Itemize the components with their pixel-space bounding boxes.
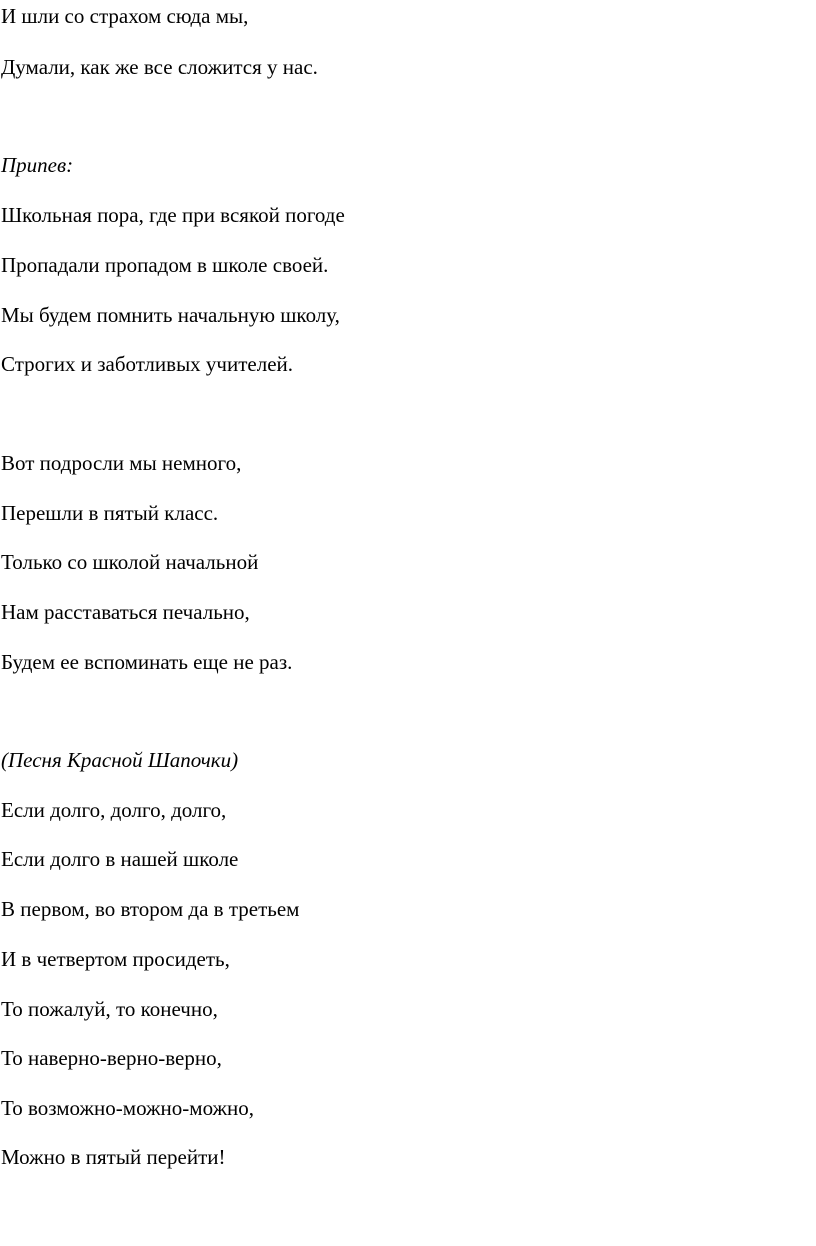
text-line: Только со школой начальной	[1, 550, 259, 574]
text-line: То пожалуй, то конечно,	[1, 997, 218, 1021]
text-line: Думали, как же все сложится у нас.	[1, 55, 318, 79]
text-line: Нам расставаться печально,	[1, 600, 250, 624]
text-line: Школьная пора, где при всякой погоде	[1, 203, 345, 227]
chorus-heading: Припев:	[1, 153, 74, 177]
text-line: И шли со страхом сюда мы,	[1, 4, 249, 28]
text-line: Будем ее вспоминать еще не раз.	[1, 650, 293, 674]
text-line: Если долго, долго, долго,	[1, 798, 227, 822]
text-line: Вот подросли мы немного,	[1, 451, 242, 475]
song-heading: (Песня Красной Шапочки)	[1, 748, 239, 772]
text-line: То наверно-верно-верно,	[1, 1046, 222, 1070]
text-line: Пропадали пропадом в школе своей.	[1, 253, 329, 277]
text-line: Мы будем помнить начальную школу,	[1, 303, 340, 327]
text-line: В первом, во втором да в третьем	[1, 897, 300, 921]
text-line: Если долго в нашей школе	[1, 847, 239, 871]
text-line: Можно в пятый перейти!	[1, 1145, 226, 1169]
text-line: То возможно-можно-можно,	[1, 1096, 255, 1120]
text-line: Строгих и заботливых учителей.	[1, 352, 294, 376]
text-line: Перешли в пятый класс.	[1, 501, 219, 525]
text-line: И в четвертом просидеть,	[1, 947, 230, 971]
